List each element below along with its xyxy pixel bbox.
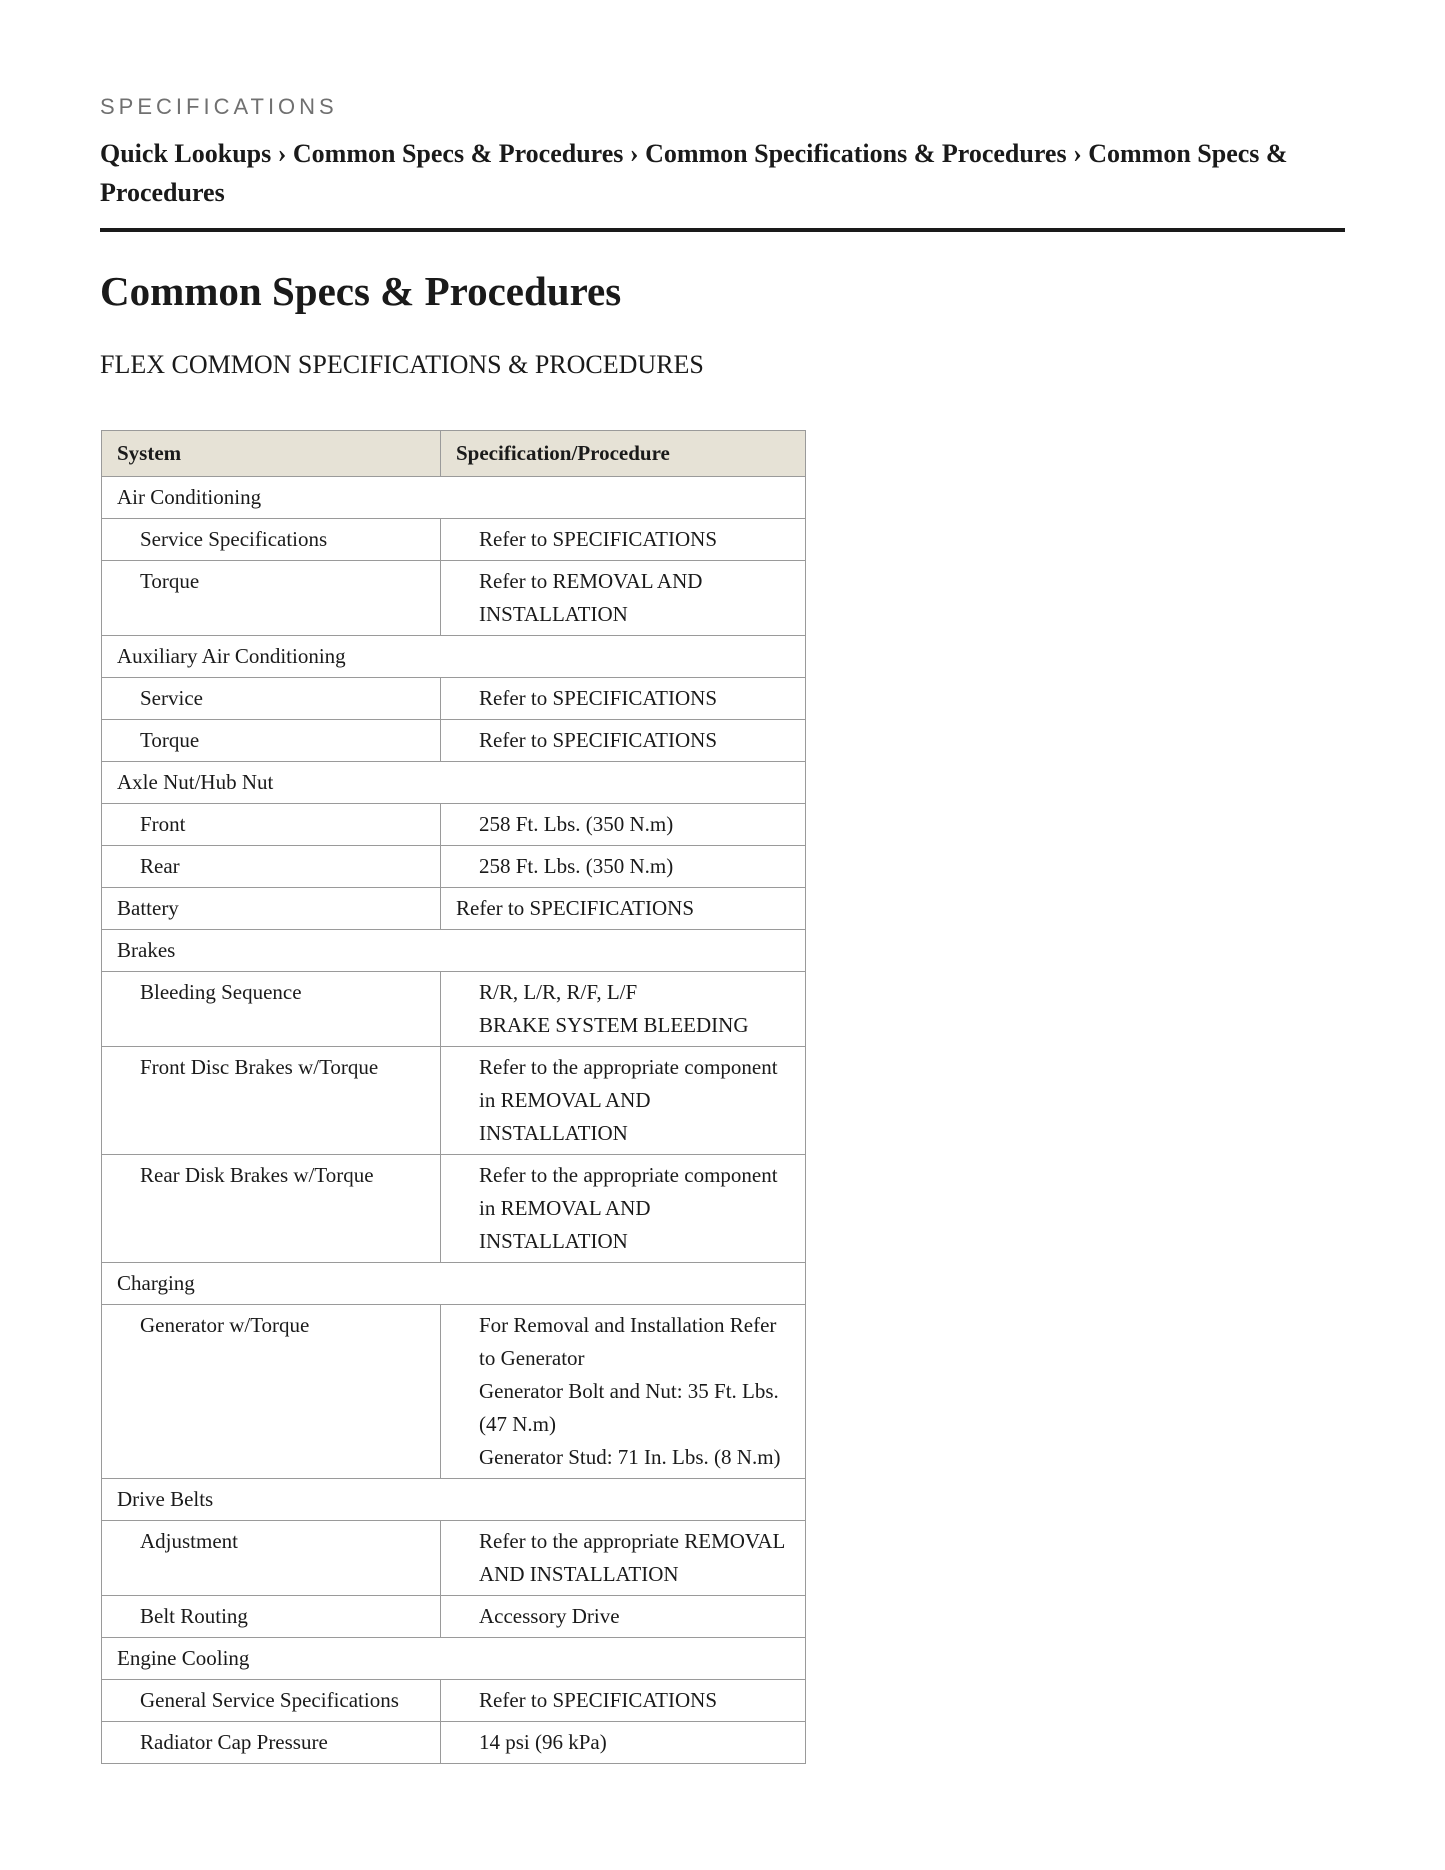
system-cell: Battery — [102, 888, 441, 930]
specification-line: Refer to the appropriate component in REMOVAL AND INSTALLATION — [479, 1055, 778, 1145]
group-label: Charging — [102, 1263, 806, 1305]
column-header-system: System — [102, 431, 441, 477]
system-cell: Generator w/Torque — [102, 1305, 441, 1479]
specification-line: Refer to SPECIFICATIONS — [456, 896, 695, 920]
group-label: Brakes — [102, 930, 806, 972]
system-cell: Front Disc Brakes w/Torque — [102, 1047, 441, 1155]
system-cell: General Service Specifications — [102, 1680, 441, 1722]
table-group-row — [102, 1638, 806, 1680]
specification-line: Generator Stud: 71 In. Lbs. (8 N.m) — [479, 1445, 781, 1469]
page-subtitle: FLEX COMMON SPECIFICATIONS & PROCEDURES — [100, 350, 704, 379]
specification-line: Refer to the appropriate REMOVAL AND INSTALLATION — [479, 1529, 785, 1586]
specification-cell — [441, 972, 806, 1047]
specification-line: 258 Ft. Lbs. (350 N.m) — [479, 812, 674, 836]
table-group-row — [102, 477, 806, 519]
table-row — [102, 561, 806, 636]
specification-line: Refer to SPECIFICATIONS — [479, 728, 718, 752]
specification-line: Refer to SPECIFICATIONS — [479, 527, 718, 551]
system-cell: Rear Disk Brakes w/Torque — [102, 1155, 441, 1263]
system-cell: Torque — [102, 720, 441, 762]
breadcrumb: Quick Lookups › Common Specs & Procedures › Common Specifications & Procedures › Common Specs & Procedures — [100, 139, 1288, 207]
specification-line: 258 Ft. Lbs. (350 N.m) — [479, 854, 674, 878]
specification-line: BRAKE SYSTEM BLEEDING — [479, 1013, 749, 1037]
table-group-row — [102, 636, 806, 678]
specifications-table — [101, 430, 806, 1764]
specification-line: 14 psi (96 kPa) — [479, 1730, 607, 1754]
column-header-specification: Specification/Procedure — [441, 431, 806, 477]
section-label: SPECIFICATIONS — [100, 94, 338, 119]
system-cell: Service — [102, 678, 441, 720]
system-cell: Adjustment — [102, 1521, 441, 1596]
table-row — [102, 888, 806, 930]
specification-cell — [441, 888, 806, 930]
table-row — [102, 1155, 806, 1263]
specification-cell — [441, 1155, 806, 1263]
table-row — [102, 1521, 806, 1596]
specification-cell — [441, 1047, 806, 1155]
specification-cell — [441, 804, 806, 846]
table-row — [102, 1305, 806, 1479]
group-label: Auxiliary Air Conditioning — [102, 636, 806, 678]
table-group-row — [102, 1479, 806, 1521]
group-label: Air Conditioning — [102, 477, 806, 519]
system-cell: Rear — [102, 846, 441, 888]
specification-line: Refer to the appropriate component in REMOVAL AND INSTALLATION — [479, 1163, 778, 1253]
specification-line: Refer to SPECIFICATIONS — [479, 686, 718, 710]
specification-cell — [441, 1680, 806, 1722]
table-group-row — [102, 762, 806, 804]
system-cell: Front — [102, 804, 441, 846]
specification-cell — [441, 1722, 806, 1764]
system-cell: Belt Routing — [102, 1596, 441, 1638]
table-row — [102, 972, 806, 1047]
header-divider — [100, 228, 1345, 232]
specification-cell — [441, 1521, 806, 1596]
specification-line: Refer to REMOVAL AND INSTALLATION — [479, 569, 703, 626]
specification-cell — [441, 1305, 806, 1479]
table-row — [102, 1596, 806, 1638]
page-title: Common Specs & Procedures — [100, 268, 622, 314]
specification-line: R/R, L/R, R/F, L/F — [479, 980, 638, 1004]
group-label: Axle Nut/Hub Nut — [102, 762, 806, 804]
specification-line: Generator Bolt and Nut: 35 Ft. Lbs. (47 N.m) — [479, 1379, 779, 1436]
specification-cell — [441, 519, 806, 561]
table-row — [102, 1680, 806, 1722]
specification-cell — [441, 678, 806, 720]
table-row — [102, 846, 806, 888]
system-cell: Radiator Cap Pressure — [102, 1722, 441, 1764]
specification-cell — [441, 846, 806, 888]
table-row — [102, 1722, 806, 1764]
table-group-row — [102, 930, 806, 972]
specification-line: Accessory Drive — [479, 1604, 620, 1628]
group-label: Drive Belts — [102, 1479, 806, 1521]
table-body — [102, 477, 806, 1764]
system-cell: Service Specifications — [102, 519, 441, 561]
group-label: Engine Cooling — [102, 1638, 806, 1680]
specification-line: Refer to SPECIFICATIONS — [479, 1688, 718, 1712]
table-row — [102, 804, 806, 846]
system-cell: Torque — [102, 561, 441, 636]
table-header-row — [102, 431, 806, 477]
system-cell: Bleeding Sequence — [102, 972, 441, 1047]
specification-cell — [441, 1596, 806, 1638]
table-row — [102, 519, 806, 561]
specification-cell — [441, 720, 806, 762]
table-row — [102, 720, 806, 762]
table-row — [102, 1047, 806, 1155]
specification-cell — [441, 561, 806, 636]
specification-line: For Removal and Installation Refer to Generator — [479, 1313, 777, 1370]
table-row — [102, 678, 806, 720]
table-group-row — [102, 1263, 806, 1305]
